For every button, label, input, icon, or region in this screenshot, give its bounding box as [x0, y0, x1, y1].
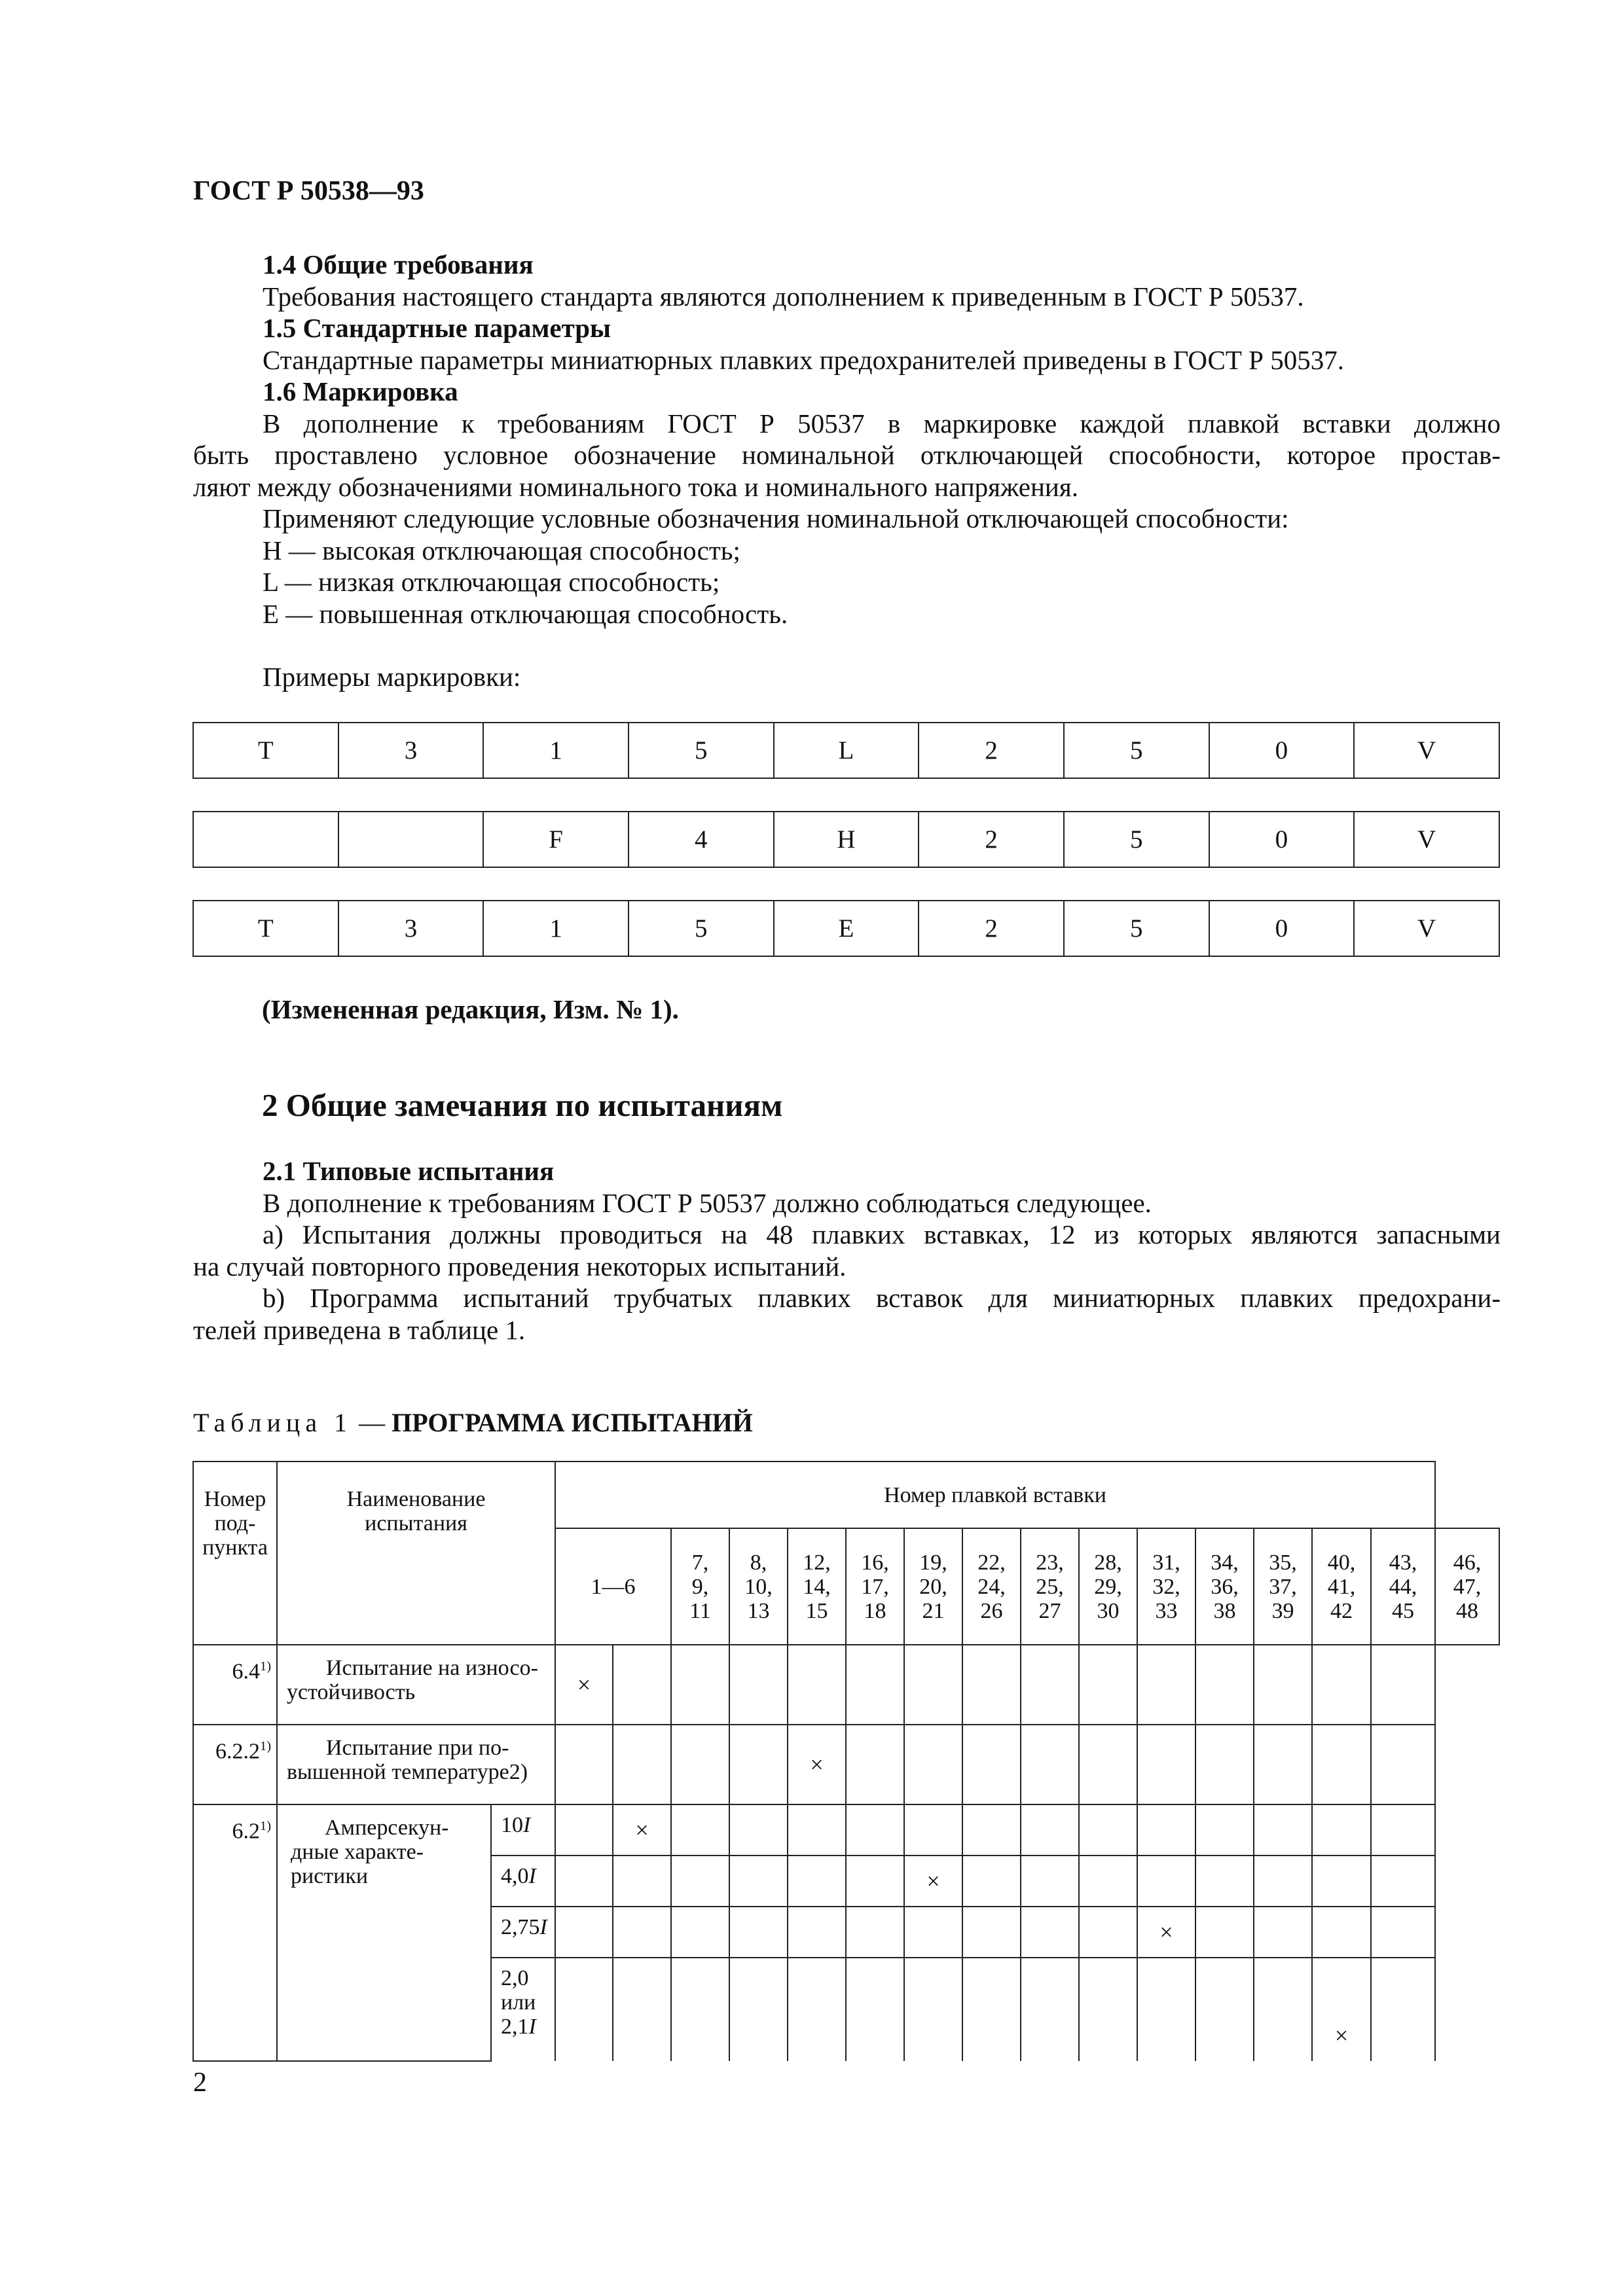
designation-l: L — низкая отключающая способность; — [263, 567, 720, 597]
fuse-number-text: 7, — [691, 1550, 709, 1575]
subclause-cell: 6.2$^{1)}$ — [193, 1804, 277, 2061]
mark-cell: × — [1137, 1907, 1195, 1958]
fuse-number-text: 30 — [1097, 1598, 1120, 1623]
table-row — [193, 1725, 1499, 1804]
fuse-number-header — [904, 1528, 962, 1645]
test-name-cell — [277, 1725, 555, 1804]
section-2-1-block — [193, 1155, 1501, 1346]
fuse-number-text: 11 — [689, 1598, 711, 1623]
fuse-number-text: 37, — [1269, 1574, 1297, 1599]
marking-cell: 0 — [1209, 812, 1355, 867]
fuse-number-text: 8, — [750, 1550, 767, 1575]
marking-cell: 5 — [1064, 723, 1209, 778]
current-cell: 4,0I — [491, 1856, 555, 1907]
marking-cell: V — [1354, 812, 1499, 867]
subclause-cell: 6.4$^{1)}$ — [193, 1645, 277, 1725]
table-1-caption — [193, 1407, 753, 1438]
test-name-cell — [277, 1804, 491, 2061]
fuse-number-text: 13 — [747, 1598, 770, 1623]
marking-example-1 — [192, 722, 1500, 779]
fuse-number-text: 40, — [1327, 1550, 1356, 1575]
fuse-number-text: 42 — [1330, 1598, 1353, 1623]
fuse-number-text: 25, — [1036, 1574, 1064, 1599]
marking-cell: T — [193, 723, 338, 778]
marking-cell: E — [774, 901, 919, 956]
section-2-title: 2 Общие замечания по испытаниям — [262, 1087, 783, 1123]
marking-cell: H — [774, 812, 919, 867]
test-name-line: ристики — [291, 1864, 369, 1888]
fuse-number-text: 43, — [1389, 1550, 1417, 1575]
fuse-number-text: 38 — [1213, 1598, 1236, 1623]
designation-e: E — повышенная отключающая способность. — [263, 598, 788, 629]
section-1-6-line-3: ляют между обозначениями номинального тока и номинального напряжения. — [193, 471, 1078, 502]
fuse-number-text: 10, — [744, 1574, 773, 1599]
fuse-number-header — [846, 1528, 904, 1645]
fuse-number-text: 17, — [861, 1574, 889, 1599]
fuse-number-header — [1312, 1528, 1371, 1645]
header-fuse-number-group: Номер плавкой вставки — [555, 1462, 1435, 1528]
marking-cell: 2 — [919, 723, 1064, 778]
test-name-line: Испытание при по- — [326, 1736, 509, 1760]
mark-cell: × — [555, 1645, 613, 1725]
header-test-name — [277, 1462, 555, 1645]
fuse-number-text: 26 — [980, 1598, 1003, 1623]
header-text: Номер — [204, 1487, 266, 1511]
test-name-line: Испытание на износо- — [326, 1656, 538, 1680]
current-line: или — [501, 1990, 536, 2015]
section-1-6-title: 1.6 Маркировка — [263, 376, 458, 406]
table-caption-dash: — — [352, 1408, 392, 1437]
fuse-number-text: 39 — [1271, 1598, 1294, 1623]
examples-label: Примеры маркировки: — [263, 662, 521, 692]
section-2-1-line-3: на случай повторного проведения некоторых испытаний. — [193, 1251, 847, 1282]
fuse-number-text: 22, — [977, 1550, 1006, 1575]
marking-example-2 — [192, 811, 1500, 868]
marking-cell: 0 — [1209, 723, 1355, 778]
table-caption-title: ПРОГРАММА ИСПЫТАНИЙ — [392, 1408, 753, 1437]
amendment-note: (Измененная редакция, Изм. № 1). — [262, 994, 679, 1024]
fuse-number-header — [1371, 1528, 1435, 1645]
page-number: 2 — [193, 2068, 207, 2098]
fuse-number-text: 1—6 — [591, 1574, 636, 1599]
fuse-number-text: 19, — [919, 1550, 947, 1575]
fuse-number-header — [962, 1528, 1021, 1645]
fuse-number-text: 47, — [1453, 1574, 1482, 1599]
fuse-number-text: 9, — [691, 1574, 709, 1599]
marking-cell — [193, 812, 338, 867]
mark-cell: × — [904, 1856, 962, 1907]
fuse-number-header — [1079, 1528, 1137, 1645]
mark-cell: × — [788, 1725, 846, 1804]
fuse-number-header — [555, 1528, 671, 1645]
fuse-number-header — [671, 1528, 729, 1645]
mark-cell: × — [1312, 1958, 1371, 2061]
marking-cell: 1 — [483, 723, 629, 778]
fuse-number-text: 18 — [864, 1598, 886, 1623]
marking-cell: 5 — [629, 901, 774, 956]
fuse-number-header — [1435, 1528, 1499, 1645]
header-text: пункта — [202, 1535, 268, 1560]
section-1-5-text: Стандартные параметры миниатюрных плавких предохранителей приведены в ГОСТ Р 50537. — [263, 344, 1344, 375]
fuse-number-text: 33 — [1155, 1598, 1178, 1623]
fuse-number-text: 41, — [1327, 1574, 1356, 1599]
fuse-number-header — [1021, 1528, 1079, 1645]
marking-cell — [338, 812, 484, 867]
marking-cell: 5 — [629, 723, 774, 778]
marking-cell: 5 — [1064, 812, 1209, 867]
header-subclause-number — [193, 1462, 277, 1645]
fuse-number-text: 14, — [803, 1574, 831, 1599]
current-cell: 2,75I — [491, 1907, 555, 1958]
section-2-1-line-1: В дополнение к требованиям ГОСТ Р 50537 должно соблюдаться следующее. — [263, 1187, 1152, 1218]
section-2-1-line-5: телей приведена в таблице 1. — [193, 1314, 526, 1345]
test-name-line: устойчивость — [287, 1680, 416, 1704]
marking-cell: T — [193, 901, 338, 956]
fuse-number-text: 12, — [803, 1550, 831, 1575]
fuse-number-text: 16, — [861, 1550, 889, 1575]
test-program-table — [192, 1461, 1500, 2062]
section-1-6-line-2: быть проставлено условное обозначение номинальной отключающей способности, которое простав- — [193, 440, 1501, 470]
fuse-number-text: 31, — [1152, 1550, 1180, 1575]
test-name-line: Амперсекун- — [325, 1816, 449, 1840]
current-cell: 10I — [491, 1804, 555, 1856]
subclause-cell: 6.2.2$^{1)}$ — [193, 1725, 277, 1804]
marking-cell: 1 — [483, 901, 629, 956]
fuse-number-text: 46, — [1453, 1550, 1482, 1575]
test-name-cell — [277, 1645, 555, 1725]
section-1-5-title: 1.5 Стандартные параметры — [263, 313, 611, 343]
fuse-number-header — [788, 1528, 846, 1645]
fuse-number-text: 34, — [1211, 1550, 1239, 1575]
table-caption-prefix: Таблица 1 — [193, 1408, 353, 1437]
document-code-header: ГОСТ Р 50538—93 — [193, 176, 424, 206]
marking-cell: 3 — [338, 901, 484, 956]
marking-cell: 2 — [919, 812, 1064, 867]
fuse-number-text: 28, — [1094, 1550, 1122, 1575]
marking-cell: F — [483, 812, 629, 867]
marking-cell: 3 — [338, 723, 484, 778]
marking-cell: 4 — [629, 812, 774, 867]
fuse-number-header — [1195, 1528, 1254, 1645]
marking-cell: 5 — [1064, 901, 1209, 956]
section-2-1-title: 2.1 Типовые испытания — [263, 1156, 555, 1186]
marking-example-3 — [192, 900, 1500, 957]
fuse-number-header — [1137, 1528, 1195, 1645]
fuse-number-text: 44, — [1389, 1574, 1417, 1599]
header-text: под- — [214, 1511, 256, 1535]
fuse-number-header — [729, 1528, 788, 1645]
fuse-number-text: 36, — [1211, 1574, 1239, 1599]
fuse-number-text: 29, — [1094, 1574, 1122, 1599]
marking-cell: V — [1354, 901, 1499, 956]
marking-cell: V — [1354, 723, 1499, 778]
fuse-number-text: 48 — [1456, 1598, 1478, 1623]
fuse-number-text: 21 — [922, 1598, 945, 1623]
section-1-6-line-4: Применяют следующие условные обозначения номинальной отключающей способности: — [263, 503, 1289, 533]
fuse-number-text: 35, — [1269, 1550, 1297, 1575]
fuse-number-text: 27 — [1038, 1598, 1061, 1623]
test-name-line: дные характе- — [291, 1840, 424, 1864]
section-2-1-line-2: a) Испытания должны проводиться на 48 плавких вставках, 12 из которых являются запасными — [263, 1219, 1501, 1249]
fuse-number-text: 15 — [805, 1598, 828, 1623]
header-text: Наименование — [346, 1487, 486, 1511]
section-2-1-line-4: b) Программа испытаний трубчатых плавких вставок для миниатюрных плавких предохрани- — [263, 1283, 1501, 1313]
designation-h: H — высокая отключающая способность; — [263, 535, 740, 565]
marking-cell: 0 — [1209, 901, 1355, 956]
marking-cell: L — [774, 723, 919, 778]
test-name-line: вышенной температуре2) — [287, 1760, 528, 1784]
fuse-number-text: 24, — [977, 1574, 1006, 1599]
fuse-number-header — [1254, 1528, 1312, 1645]
current-cell — [491, 1958, 555, 2061]
current-line: 2,1I — [501, 2015, 536, 2039]
header-text: испытания — [365, 1511, 467, 1535]
table-row — [193, 1645, 1499, 1725]
table-row — [193, 1804, 1499, 1856]
section-1-6-line-1: В дополнение к требованиям ГОСТ Р 50537 в маркировке каждой плавкой вставки должно — [263, 408, 1501, 439]
section-1-block — [193, 249, 1501, 693]
fuse-number-text: 45 — [1392, 1598, 1414, 1623]
fuse-number-text: 32, — [1152, 1574, 1180, 1599]
section-1-4-title: 1.4 Общие требования — [263, 249, 534, 279]
section-1-4-text: Требования настоящего стандарта являются дополнением к приведенным в ГОСТ Р 50537. — [263, 281, 1304, 312]
mark-cell: × — [613, 1804, 671, 1856]
marking-cell: 2 — [919, 901, 1064, 956]
fuse-number-text: 20, — [919, 1574, 947, 1599]
fuse-number-text: 23, — [1036, 1550, 1064, 1575]
current-line: 2,0 — [501, 1966, 529, 1990]
